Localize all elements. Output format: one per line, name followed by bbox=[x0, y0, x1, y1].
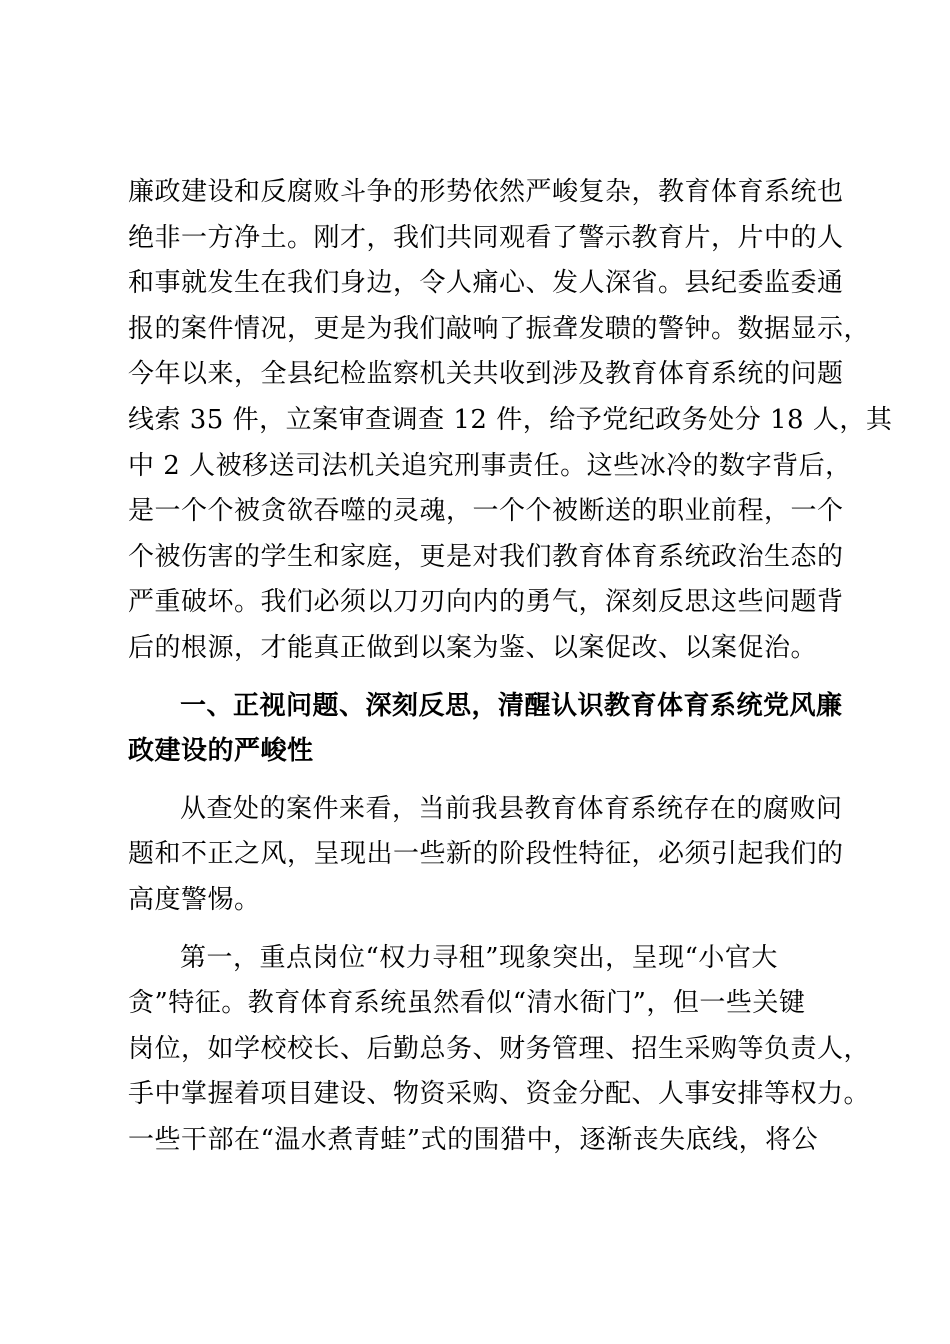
paragraph-first-point bbox=[128, 936, 871, 1164]
text-line: 严重破坏。我们必须以刀刃向内的勇气，深刻反思这些问题背 bbox=[128, 587, 844, 618]
text-line: 个被伤害的学生和家庭，更是对我们教育体育系统政治生态的 bbox=[128, 541, 844, 572]
text-line: 廉政建设和反腐败斗争的形势依然严峻复杂，教育体育系统也 bbox=[128, 177, 844, 207]
text-line: 报的案件情况，更是为我们敲响了振聋发聩的警钟。数据显示， bbox=[128, 313, 871, 344]
text-line: 中 2 人被移送司法机关追究刑事责任。这些冰冷的数字背后， bbox=[128, 450, 852, 481]
paragraph-intro bbox=[128, 170, 893, 672]
text-line: 和事就发生在我们身边，令人痛心、发人深省。县纪委监委通 bbox=[128, 268, 844, 299]
text-line: 今年以来，全县纪检监察机关共收到涉及教育体育系统的问题 bbox=[128, 359, 844, 390]
text-line: 岗位，如学校校长、后勤总务、财务管理、招生采购等负责人， bbox=[128, 1033, 871, 1064]
heading-line: 政建设的严峻性 bbox=[128, 736, 314, 767]
text-line: 高度警惕。 bbox=[128, 884, 261, 915]
paragraph-gap bbox=[128, 924, 828, 936]
text-line: 手中掌握着项目建设、物资采购、资金分配、人事安排等权力。 bbox=[128, 1079, 871, 1110]
heading-line: 一、正视问题、深刻反思，清醒认识教育体育系统党风廉 bbox=[180, 690, 843, 721]
text-line: 后的根源，才能真正做到以案为鉴、以案促改、以案促治。 bbox=[128, 632, 818, 663]
paragraph-analysis bbox=[128, 787, 844, 924]
text-line: 一些干部在“温水煮青蛙”式的围猎中，逐渐丧失底线，将公 bbox=[128, 1124, 819, 1155]
paragraph-gap bbox=[128, 672, 828, 684]
section-heading bbox=[128, 684, 843, 775]
document-body bbox=[128, 170, 893, 1163]
text-line: 第一，重点岗位“权力寻租”现象突出，呈现“小官大 bbox=[180, 942, 778, 973]
text-line: 线索 35 件，立案审查调查 12 件，给予党纪政务处分 18 人，其 bbox=[128, 404, 893, 435]
text-line: 是一个个被贪欲吞噬的灵魂，一个个被断送的职业前程，一个 bbox=[128, 496, 844, 527]
text-line: 贪”特征。教育体育系统虽然看似“清水衙门”，但一些关键 bbox=[128, 988, 806, 1019]
text-line: 题和不正之风，呈现出一些新的阶段性特征，必须引起我们的 bbox=[128, 839, 844, 870]
text-line: 绝非一方净土。刚才，我们共同观看了警示教育片，片中的人 bbox=[128, 222, 844, 253]
paragraph-gap bbox=[128, 775, 828, 787]
text-line: 从查处的案件来看，当前我县教育体育系统存在的腐败问 bbox=[180, 793, 843, 824]
